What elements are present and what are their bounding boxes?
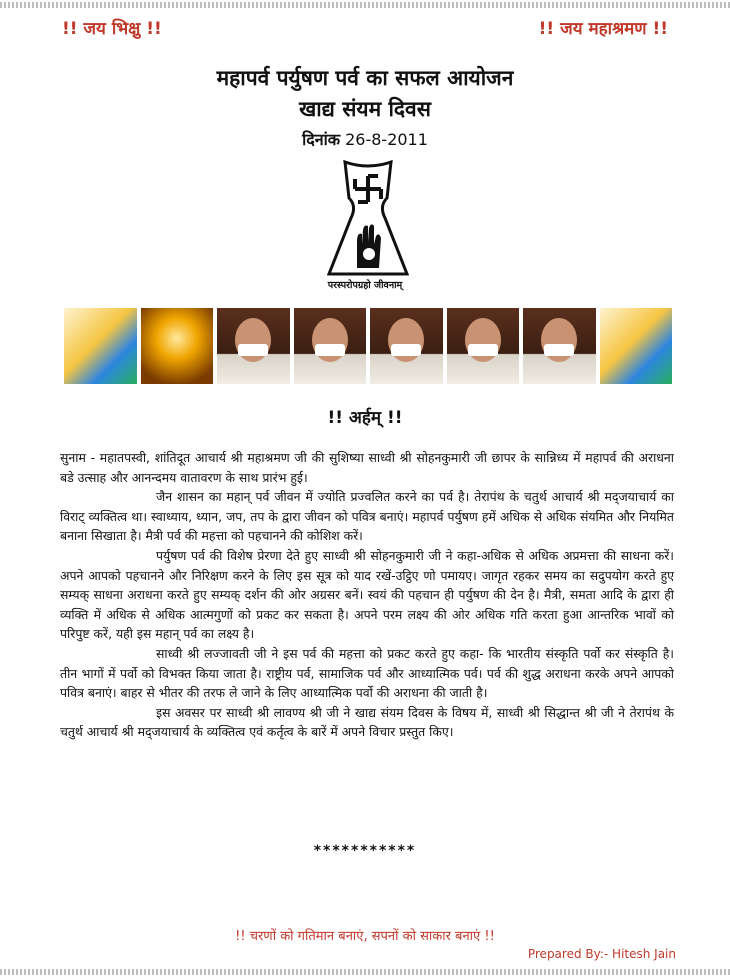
acharya-portrait-image	[217, 308, 290, 384]
slogan-left: !! जय भिक्षु !!	[62, 19, 162, 39]
article-body	[60, 448, 674, 742]
sadhvi-portrait-image	[523, 308, 596, 384]
decorative-border-bottom	[0, 969, 730, 975]
separator: ***********	[313, 843, 417, 859]
acharya-portrait-image	[370, 308, 443, 384]
acharya-portrait-image	[294, 308, 367, 384]
paragraph: पर्युषण पर्व की विशेष प्रेरणा देते हुए साध्वी श्री सोहनकुमारी जी ने कहा-अधिक से अधिक अप्रमत्ता की साधना करें। अपने आपको पहचानने और निरिक्षण करने के लिए इस सूत्र को याद रखें-उट्ठिए णो पमायए। जागृत रहकर समय का सदुपयोग करते हुए सम्यक् साधना अराधना करते हुए सम्यक् दर्शन की ओर अग्रसर बनें। स्वयं की पहचान ही पर्युषण की देन है। मैत्री, समता आदि के द्वारा ही व्यक्ति में अधिक से अधिक आत्मगुणों को प्रकट कर सकता है। अपने परम लक्ष्य की ओर अधिक गति करता हुआ आन्तरिक भावों को परिपुष्ट करें, यही इस महान् पर्व का लक्ष्य है।	[60, 547, 674, 642]
date-value: 26-8-2011	[345, 130, 428, 149]
footer-slogan: !! चरणों को गतिमान बनाएं, सपनों को साकार बनाएं !!	[235, 929, 495, 944]
paragraph: सुनाम - महातपस्वी, शांतिदूत आचार्य श्री महाश्रमण जी की सुशिष्या साध्वी श्री सोहनकुमारी जी छापर के सान्निध्य में महापर्व की अराधना बडे उत्साह और आनन्दमय वातावरण के साथ प्रारंभ हुई।	[60, 450, 674, 485]
prepared-by: Prepared By:- Hitesh Jain	[527, 947, 676, 961]
date-line	[0, 128, 730, 150]
page-subtitle: खाद्य संयम दिवस	[299, 97, 431, 121]
page-title: महापर्व पर्युषण पर्व का सफल आयोजन	[216, 66, 514, 90]
photo-strip	[64, 308, 672, 384]
terapanth-logo-image	[600, 308, 673, 384]
terapanth-logo-image	[64, 308, 137, 384]
tirthankar-idol-image	[141, 308, 214, 384]
paragraph: इस अवसर पर साध्वी श्री लावण्य श्री जी ने खाद्य संयम दिवस के विषय में, साध्वी श्री सिद्धान्त श्री जी ने तेरापंथ के चतुर्थ आचार्य श्री मद्जयाचार्य के व्यक्तित्व एवं कर्तृत्व के बारें में अपने विचार प्रस्तुत किए।	[60, 704, 674, 740]
paragraph: जैन शासन का महान् पर्व जीवन में ज्योति प्रज्वलित करने का पर्व है। तेरापंथ के चतुर्थ आचार्य श्री मद्जयाचार्य का विराट् व्यक्तित्व था। स्वाध्याय, ध्यान, जप, तप के द्वारा जीवन को पवित्र बनाएं। महापर्व पर्युषण हमें अधिक से अधिक संयमित और नियमित बनाना सिखाता है। मैत्री पर्व की महत्ता को पहचानने की कोशिश करें।	[60, 489, 674, 544]
jain-symbol-icon	[327, 156, 409, 278]
decorative-border-top	[0, 2, 730, 8]
acharya-portrait-image	[447, 308, 520, 384]
paragraph: साध्वी श्री लज्जावती जी ने इस पर्व की महत्ता को प्रकट करते हुए कहा- कि भारतीय संस्कृति पर्वो कर संस्कृति है। तीन भागों में पर्वो को विभक्त किया जाता है। राष्ट्रीय पर्व, सामाजिक पर्व और आध्यात्मिक पर्व। पर्व की शुद्ध अराधना करके अपने आपको पवित्र बनाएं। बाहर से भीतर की तरफ ले जाने के लिए आध्यात्मिक पर्वो की अराधना की जाती है।	[60, 645, 674, 701]
section-heading: !! अर्हम् !!	[327, 408, 403, 428]
date-label: दिनांक	[302, 130, 341, 149]
slogan-right: !! जय महाश्रमण !!	[538, 19, 668, 39]
emblem-motto: परस्परोपग्रहो जीवनाम्	[327, 280, 403, 291]
